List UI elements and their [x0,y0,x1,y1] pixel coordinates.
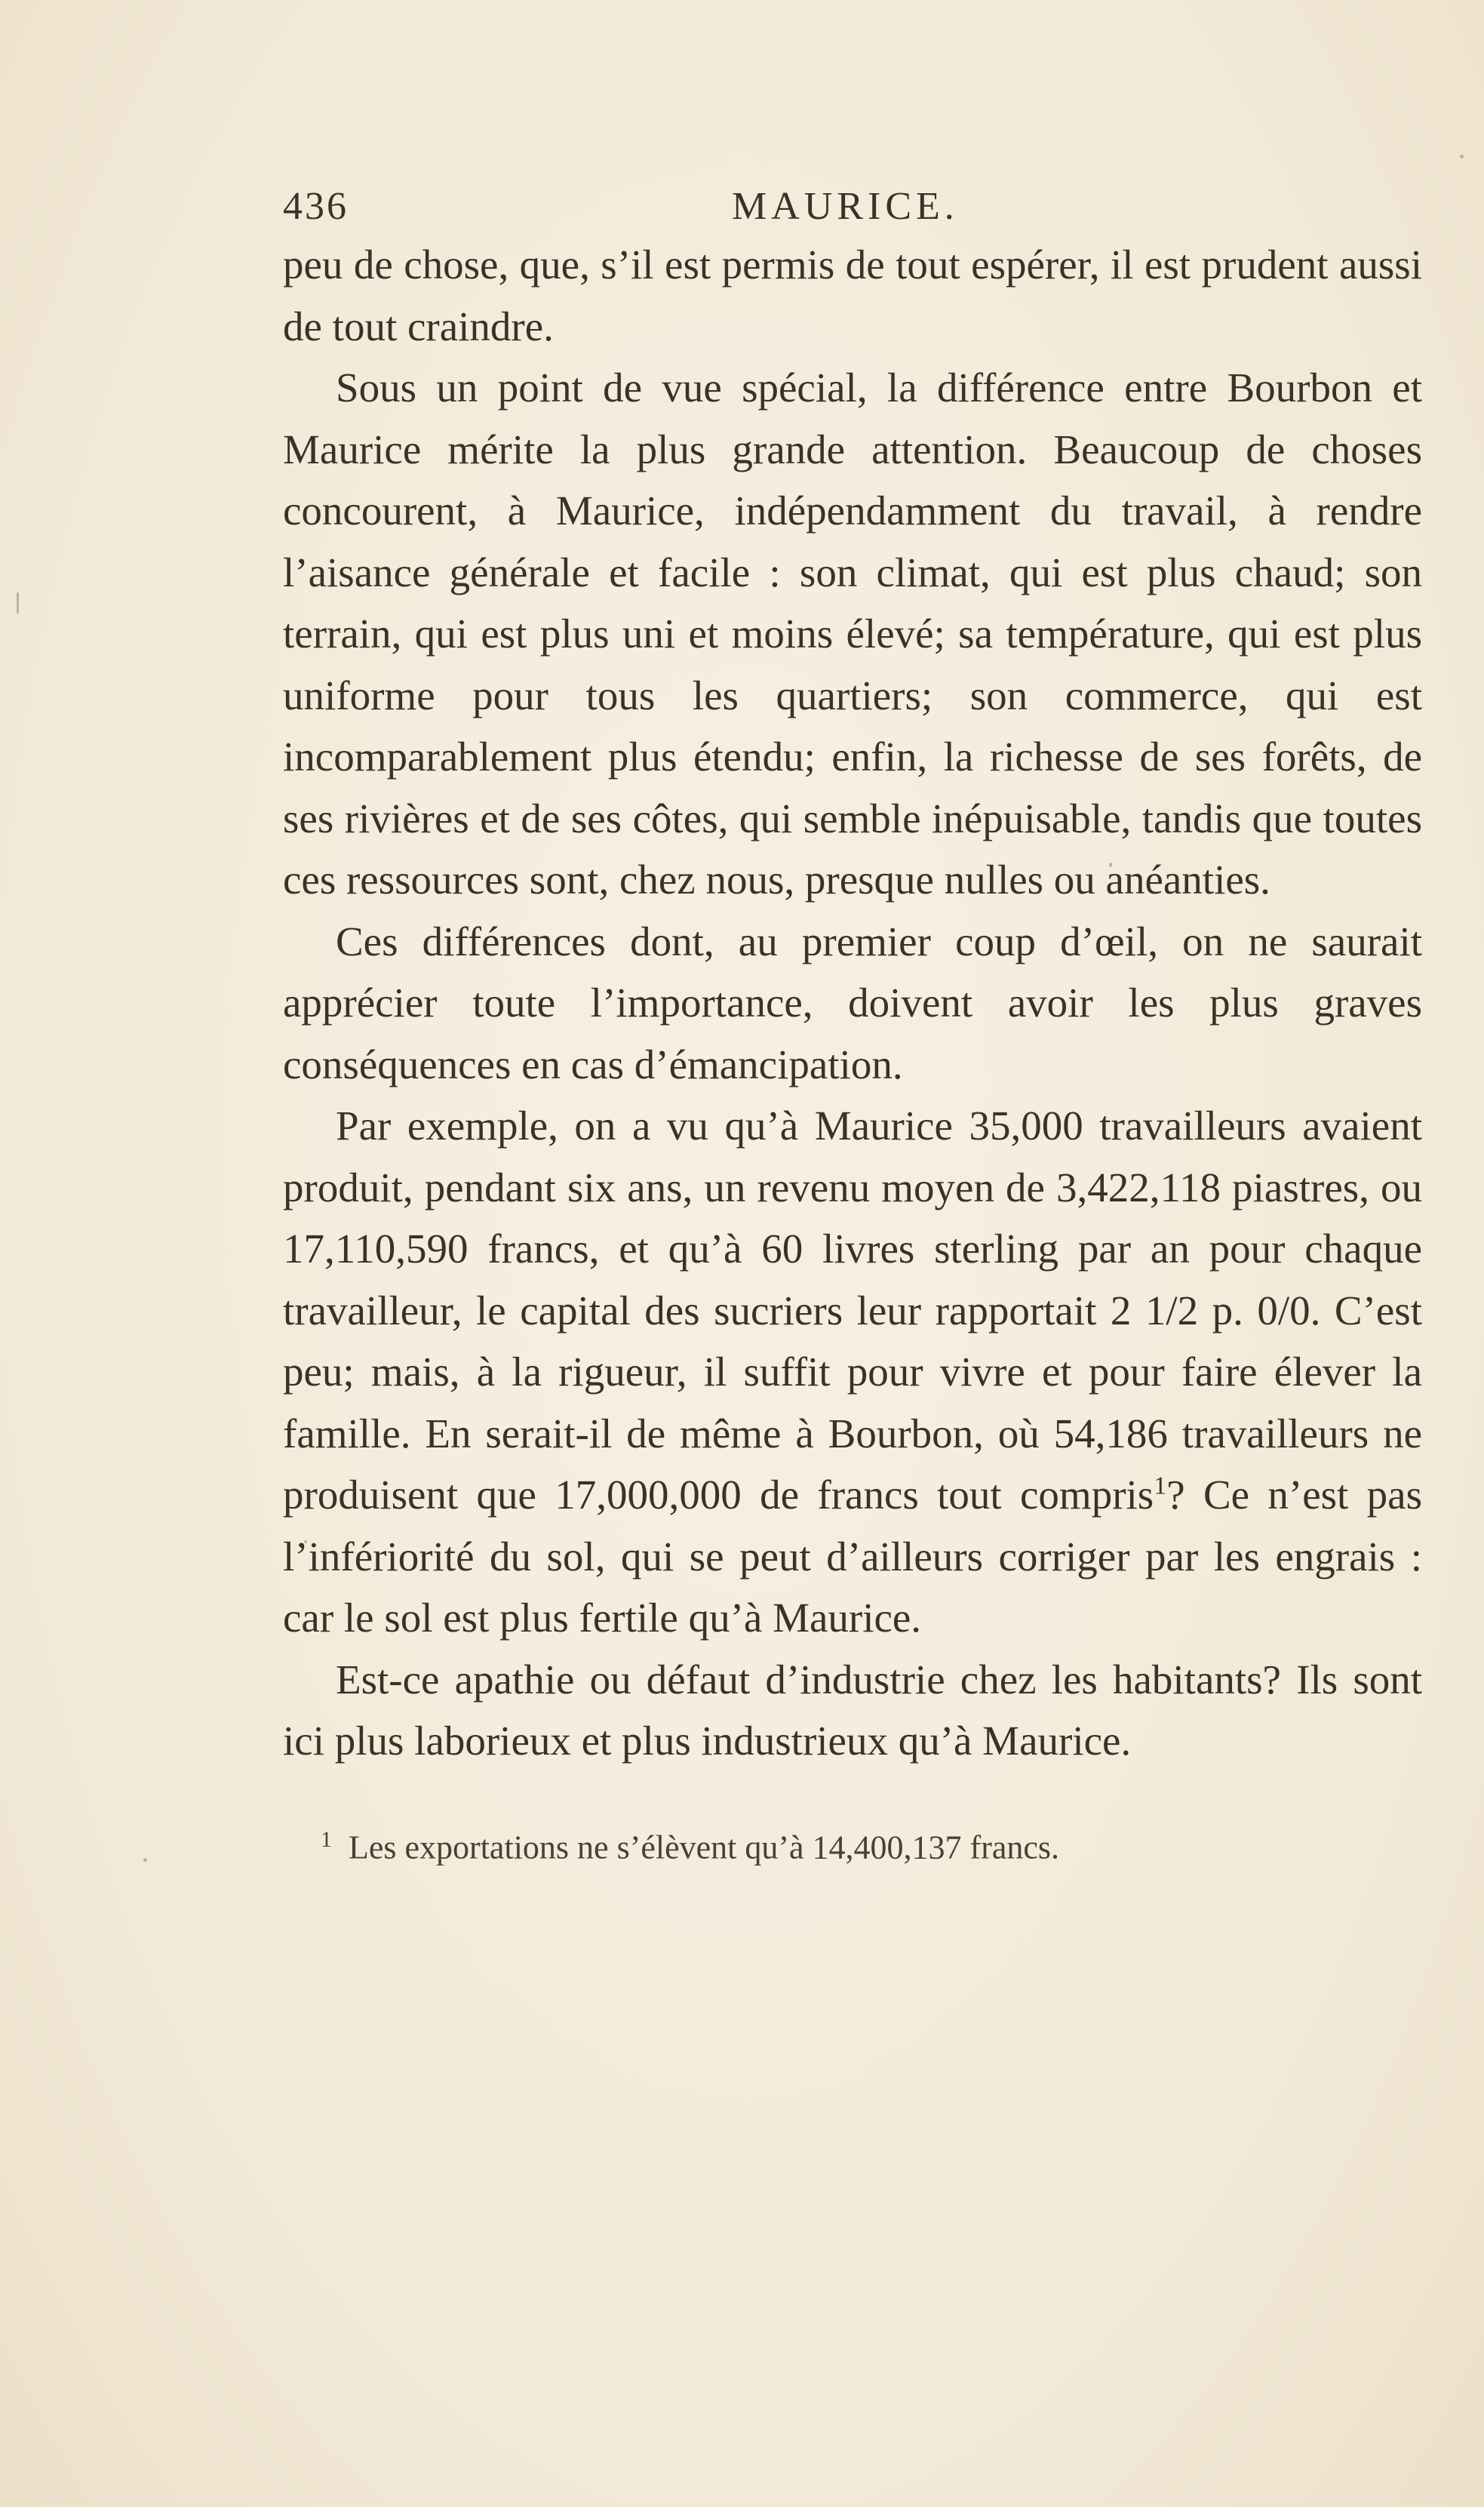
footnote-text: Les exportations ne s’élèvent qu’à 14,400,137 francs. [349,1829,1060,1866]
page-number: 436 [283,185,349,228]
paper-speck [1460,155,1464,158]
footnote-reference: 1 [1154,1472,1167,1500]
paragraph-example-text-continued: ? Ce n’est pas l’infériorité du sol, qui se peut d’ailleurs corriger par les engrais : car le sol est plus fertile qu’à Maurice. [283,1472,1422,1641]
paper-speck [143,1858,147,1862]
footnote [283,1817,1422,1871]
paragraph-example-text: Par exemple, on a vu qu’à Maurice 35,000 travailleurs avaient produit, pendant six ans, un revenu moyen de 3,422,118 piastres, ou 17,110,590 francs, et qu’à 60 livres sterling par an pour chaque travailleur, le capital des sucriers leur rapportait 2 1/2 p. 0/0. C’est peu; mais, à la rigueur, il suffit pour vivre et pour faire élever la famille. En serait-il de même à Bourbon, où 54,186 travailleurs ne produisent que 17,000,000 de francs tout compris [283,1103,1422,1518]
paragraph-apathy-question: Est-ce apathie ou défaut d’industrie chez les habitants? Ils sont ici plus laborieux et plus industrieux qu’à Maurice. [283,1656,1422,1764]
footnote-spacer [283,1772,1422,1817]
paper-speck [17,592,19,614]
paragraph-differences-consequences: Ces différences dont, au premier coup d’œil, on ne saurait apprécier toute l’importance, doivent avoir les plus graves conséquences en cas d’émancipation. [283,918,1422,1087]
text-block [283,174,1422,1870]
footnote-mark: 1 [321,1826,332,1852]
paragraph-continuation: peu de chose, que, s’il est permis de tout espérer, il est prudent aussi de tout craindre. [283,241,1422,349]
running-title: MAURICE. [732,185,959,228]
paragraph-example-figures [283,1095,1422,1649]
paragraph-bourbon-maurice-difference: Sous un point de vue spécial, la différence entre Bourbon et Maurice mérite la plus grande attention. Beaucoup de choses concourent, à Maurice, indépendamment du travail, à rendre l’aisance générale et facile : son climat, qui est plus chaud; son terrain, qui est plus uni et moins élevé; sa température, qui est plus uniforme pour tous les quartiers; son commerce, qui est incomparablement plus étendu; enfin, la richesse de ses forêts, de ses rivières et de ses côtes, qui semble inépuisable, tandis que toutes ces ressources sont, chez nous, presque nulles ou anéanties. [283,365,1422,903]
running-head [283,174,1422,234]
